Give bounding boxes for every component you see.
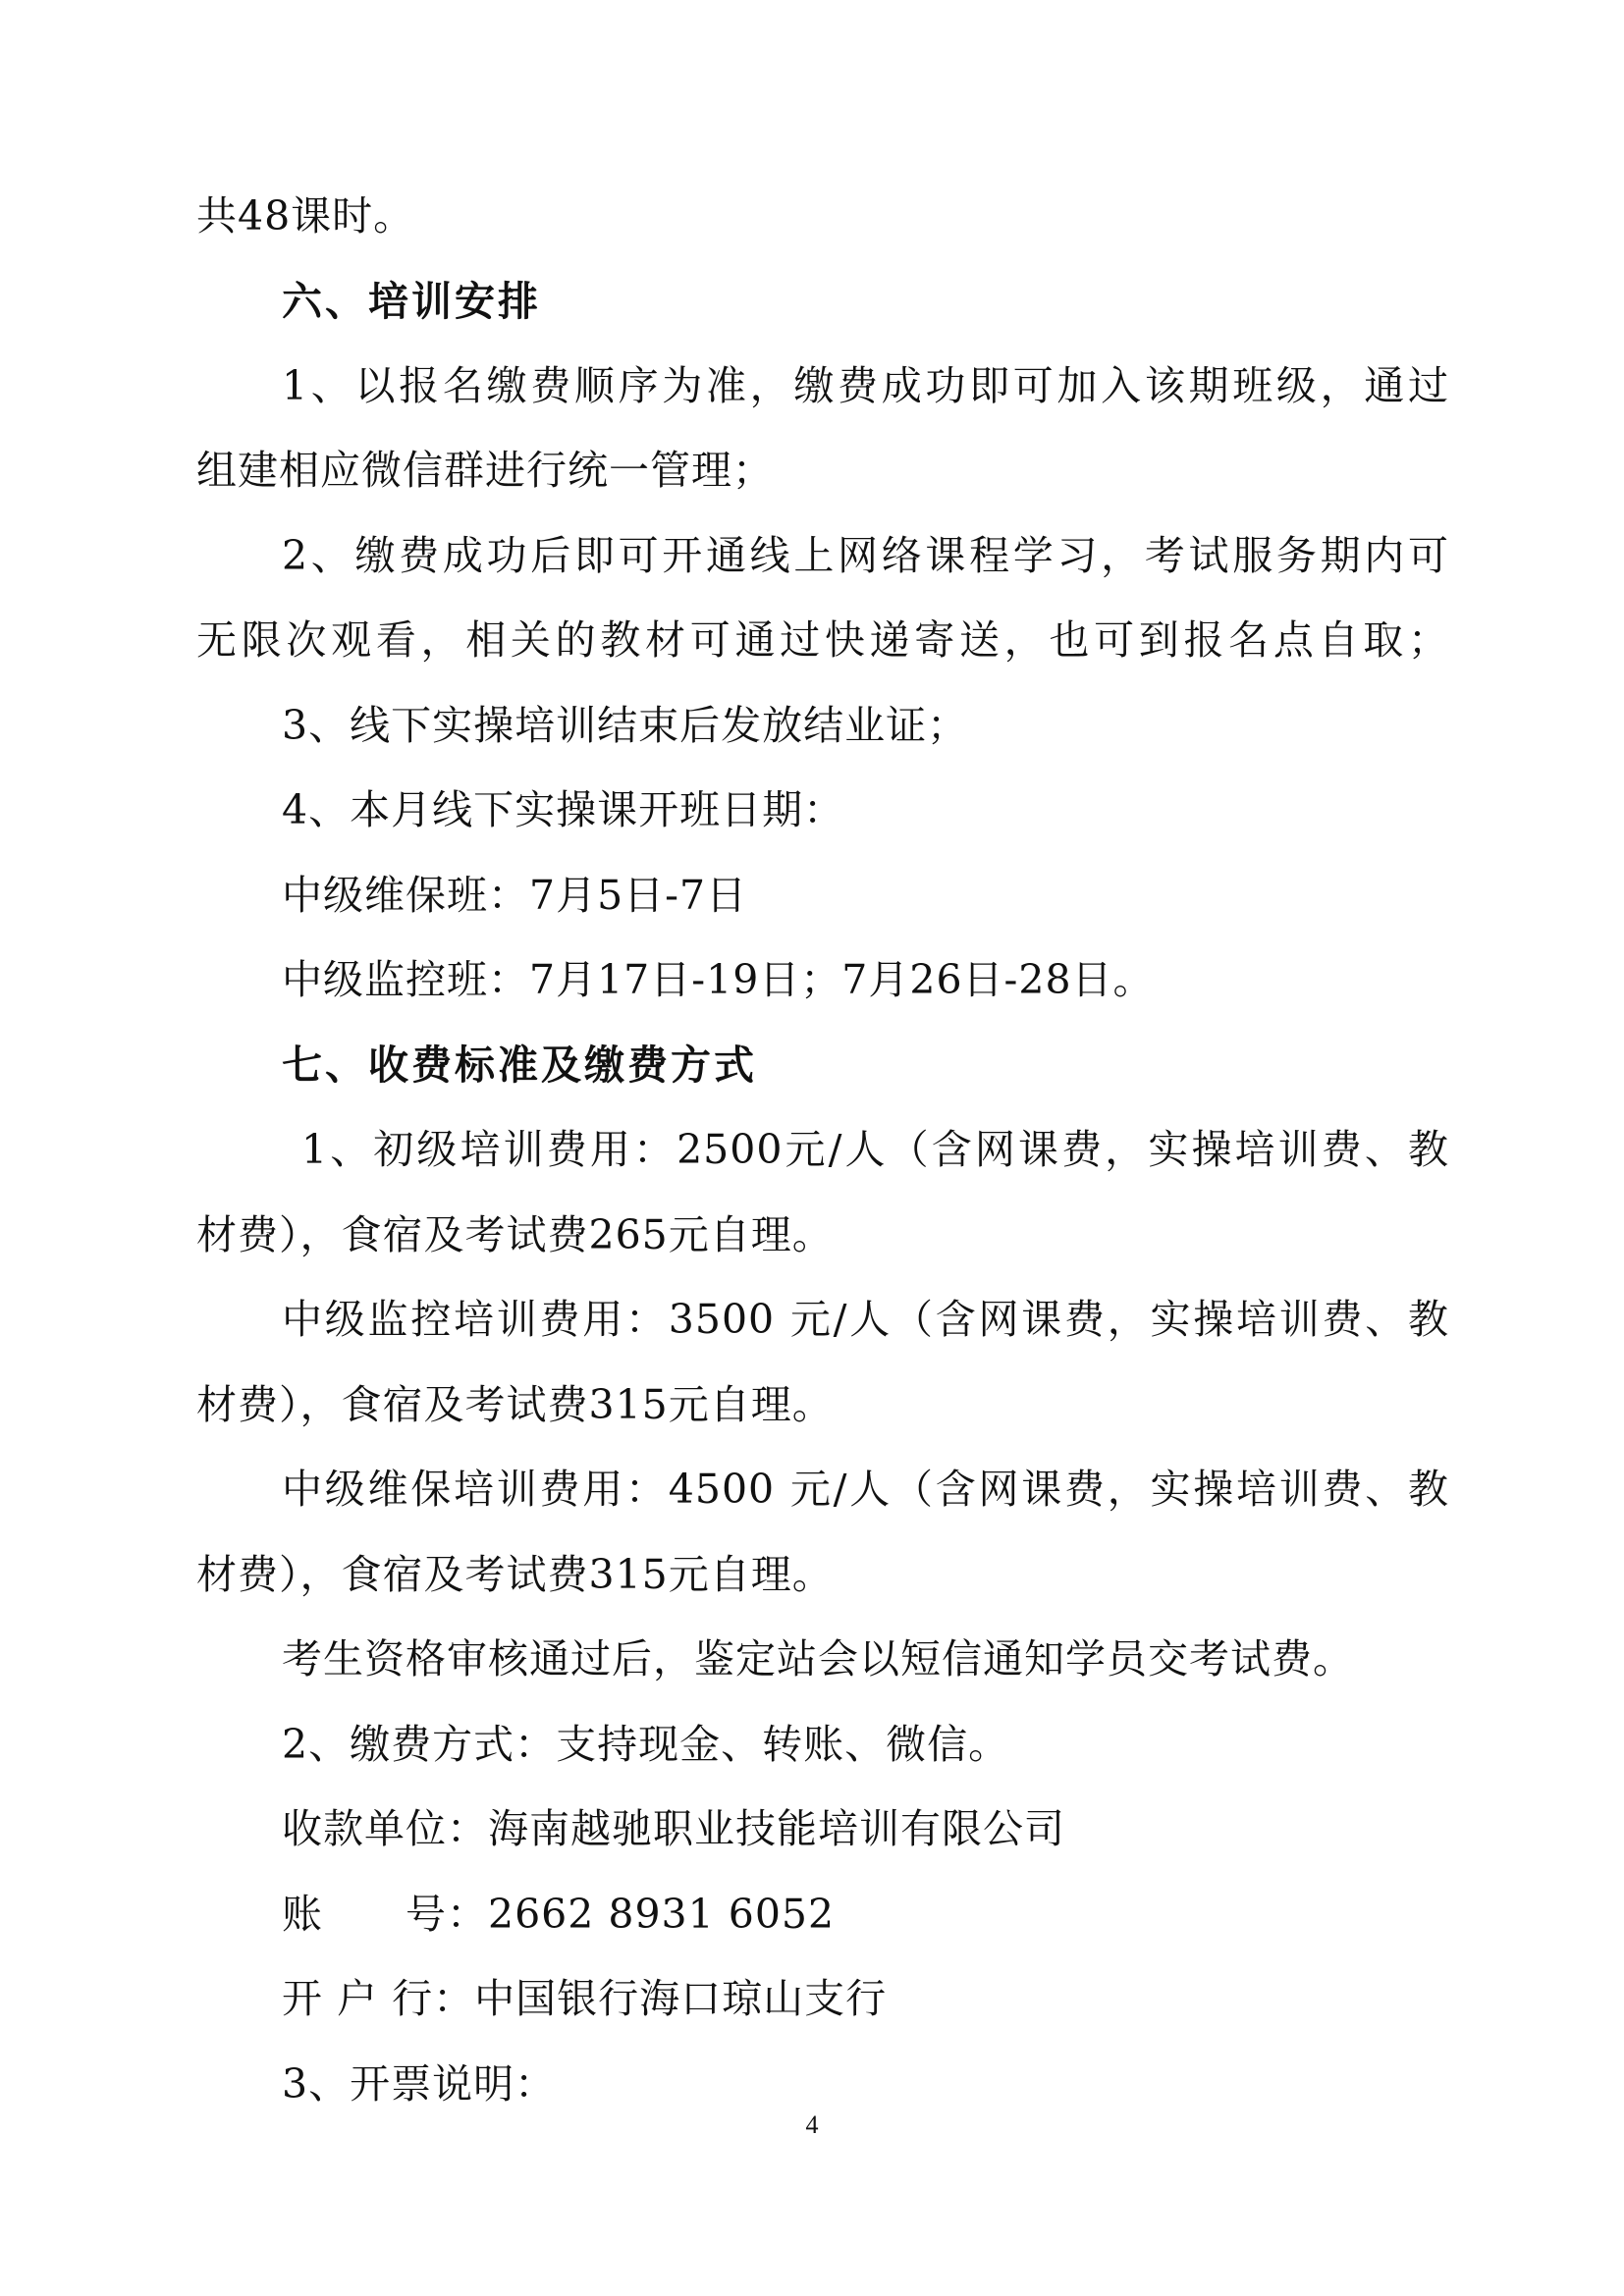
paragraph-line-monitoring-class: 中级监控班：7月17日-19日；7月26日-28日。 <box>282 956 1155 1003</box>
bank-line: 开 户 行：中国银行海口琼山支行 <box>282 1975 888 2022</box>
paragraph-line: 材费），食宿及考试费315元自理。 <box>196 1381 834 1428</box>
paragraph-line: 4、本月线下实操课开班日期： <box>282 786 845 833</box>
paragraph-line: 1、以报名缴费顺序为准，缴费成功即可加入该期班级，通过 <box>282 362 1449 409</box>
account-number-value: 号：2662 8931 6052 <box>406 1891 836 1938</box>
paragraph-line-maintenance-fee: 中级维保培训费用：4500 元/人（含网课费，实操培训费、教 <box>282 1466 1449 1513</box>
paragraph-line: 2、缴费成功后即可开通线上网络课程学习，考试服务期内可 <box>282 532 1449 579</box>
paragraph-line: 材费），食宿及考试费315元自理。 <box>196 1551 834 1598</box>
paragraph-line-junior-fee: 1、初级培训费用：2500元/人（含网课费，实操培训费、教 <box>301 1126 1449 1173</box>
paragraph-line-lesson-hours: 共48课时。 <box>196 192 415 240</box>
paragraph-line-exam-fee-notice: 考生资格审核通过后，鉴定站会以短信通知学员交考试费。 <box>282 1635 1354 1682</box>
paragraph-line: 3、线下实操培训结束后发放结业证； <box>282 702 969 749</box>
paragraph-line-maintenance-class: 中级维保班：7月5日-7日 <box>282 872 748 919</box>
paragraph-line: 材费），食宿及考试费265元自理。 <box>196 1211 834 1258</box>
account-number-label: 账 <box>282 1891 323 1938</box>
paragraph-line-monitoring-fee: 中级监控培训费用：3500 元/人（含网课费，实操培训费、教 <box>282 1296 1449 1343</box>
section-heading-training-arrangement: 六、培训安排 <box>282 278 541 325</box>
section-heading-fees-and-payment: 七、收费标准及缴费方式 <box>282 1041 757 1089</box>
paragraph-line-payment-methods: 2、缴费方式：支持现金、转账、微信。 <box>282 1721 1010 1768</box>
paragraph-line: 无限次观看，相关的教材可通过快递寄送，也可到报名点自取； <box>196 616 1449 664</box>
page-number: 4 <box>805 2110 819 2139</box>
paragraph-line: 组建相应微信群进行统一管理； <box>196 447 774 494</box>
payee-line: 收款单位：海南越驰职业技能培训有限公司 <box>282 1805 1065 1852</box>
paragraph-line-invoice: 3、开票说明： <box>282 2060 557 2108</box>
